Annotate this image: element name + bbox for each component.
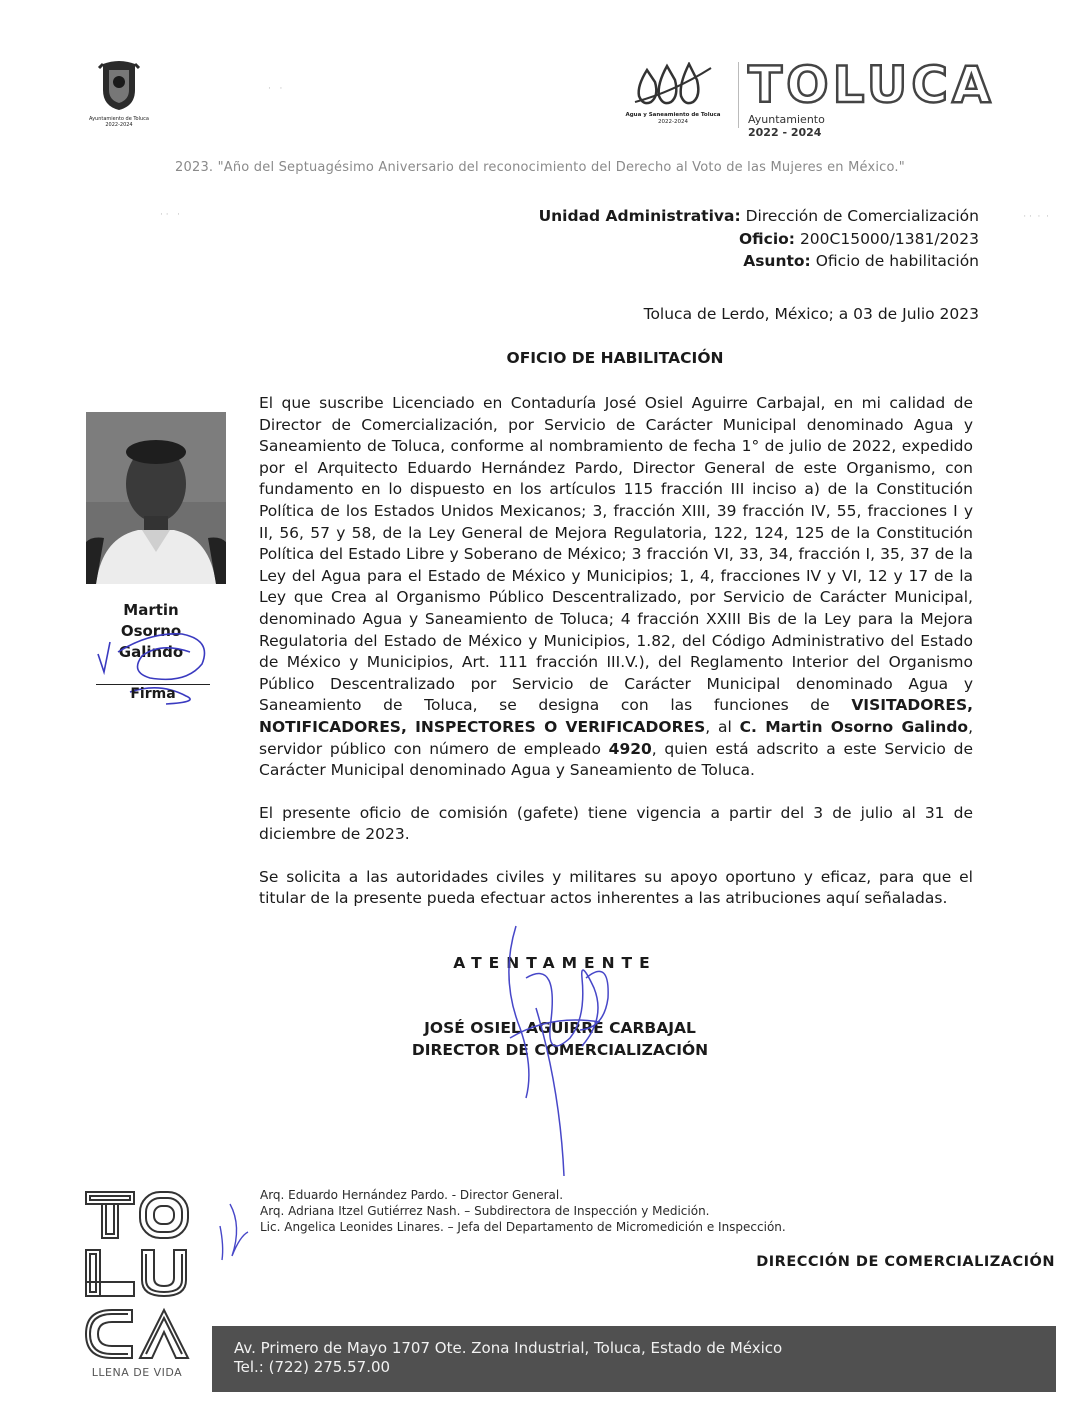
ccp-item: Lic. Angelica Leonides Linares. – Jefa del Departamento de Micromedición e Inspección. [260, 1220, 786, 1234]
signer-name: JOSÉ OSIEL AGUIRRE CARBAJAL [424, 1019, 696, 1037]
toluca-footer-logo [84, 1190, 190, 1366]
body-p1-text-b: , al [705, 717, 740, 736]
estado-logo-caption: Ayuntamiento de Toluca [89, 116, 149, 122]
oficio-row [539, 228, 979, 251]
employee-first-name: Martin [123, 601, 179, 619]
coat-of-arms-icon [97, 60, 141, 112]
body-paragraph-1 [259, 393, 973, 782]
document-title: OFICIO DE HABILITACIÓN [506, 349, 724, 367]
signer-title: DIRECTOR DE COMERCIALIZACIÓN [411, 1041, 709, 1059]
unidad-label: Unidad Administrativa: [538, 207, 741, 225]
oficio-label: Oficio: [738, 229, 795, 248]
asunto-row [539, 250, 979, 273]
scan-smudge: · · · · [1023, 212, 1049, 222]
atentamente-closing: ATENTAMENTE [453, 954, 657, 972]
ccp-item: Arq. Adriana Itzel Gutiérrez Nash. – Subdirectora de Inspección y Medición. [260, 1204, 710, 1218]
body-roles: VISITADORES, NOTIFICADORES, INSPECTORES O VERIFICADORES [259, 696, 973, 736]
unidad-row [539, 205, 979, 228]
employee-surname-2: Galindo [118, 643, 184, 661]
body-employee-number: 4920 [608, 739, 652, 758]
toluca-ayuntamiento-label: Ayuntamiento [748, 113, 825, 126]
employee-photo [86, 412, 226, 584]
footer-address-bar [212, 1326, 1056, 1392]
agua-logo-years: 2022-2024 [658, 119, 688, 125]
asunto-value: Oficio de habilitación [815, 252, 979, 270]
header-divider [738, 62, 739, 128]
portrait-icon [86, 412, 226, 584]
agua-logo-caption: Agua y Saneamiento de Toluca [625, 112, 721, 118]
scan-smudge: · · [268, 84, 283, 94]
footer-slogan: LLENA DE VIDA [91, 1366, 183, 1379]
body-paragraph-3: Se solicita a las autoridades civiles y militares su apoyo oportuno y eficaz, para que el titular de la presente pueda efectuar actos inherentes a las atribuciones aquí señaladas. [259, 867, 973, 908]
annual-slogan: 2023. "Año del Septuagésimo Aniversario del reconocimiento del Derecho al Voto de las Mujeres en México." [175, 160, 905, 175]
body-p1-text-d: , quien está adscrito a este Servicio de Carácter Municipal denominado Agua y Saneamiento de Toluca. [259, 739, 973, 780]
footer-department: DIRECCIÓN DE COMERCIALIZACIÓN [756, 1254, 1055, 1270]
toluca-ayuntamiento-logo [748, 56, 995, 139]
ccp-item: Arq. Eduardo Hernández Pardo. - Director General. [260, 1188, 564, 1202]
agua-saneamiento-logo [618, 62, 728, 126]
footer-address: Av. Primero de Mayo 1707 Ote. Zona Industrial, Toluca, Estado de México [234, 1339, 783, 1357]
water-drops-logo-icon [633, 62, 713, 108]
asunto-label: Asunto: [743, 252, 811, 270]
firma-line [96, 684, 210, 685]
unidad-value: Dirección de Comercialización [745, 207, 979, 225]
employee-surname-1: Osorno [120, 622, 182, 640]
ccp-list [260, 1187, 786, 1235]
body-p1-text-a: El que suscribe Licenciado en Contaduría José Osiel Aguirre Carbajal, en mi calidad de Director de Comercialización, por Servicio de Carácter Municipal denominado Agua y Saneamiento de Toluca, conforme al nombramiento de fecha 1° de julio de 2022, expedido por el Arquitecto Eduardo Hernández Pardo, Director General de este Organismo, con fundamento en lo dispuesto en los artículos 115 fracción III inciso a) de la Constitución Política de los Estados Unidos Mexicanos; 3, fracción XIII, 39 fracción IV, 55, fracciones I y II, 56, 57 y 58, de la Ley General de Mejora Regulatoria, 122, 124, 125 de la Constitución Política del Estado Libre y Soberano de México; 3 fracción VI, 33, 34, fracción I, 35, 37 de la Ley del Agua para el Estado de México y Municipios; 1, 4, fracciones IV y VI, 12 y 17 de la Ley que Crea al Organismo Público Descentralizado, por Servicio de Carácter Municipal, denominado Agua y Saneamiento de Toluca; 4 fracción XXIII Bis de la Ley para la Mejora Regulatoria del Estado de México y Municipios, 1.82, del Código Administrativo del Estado de México y Municipios, Art. 111 fracción III.V.), del Reglamento Interior del Organismo Público Descentralizado por Servicio de Carácter Municipal denominado Agua y Saneamiento de Toluca, se designa con las funciones de [259, 394, 973, 715]
oficio-value: 200C15000/1381/2023 [799, 229, 979, 248]
toluca-period-label: 2022 - 2024 [748, 126, 822, 139]
scan-smudge: · · · [160, 210, 181, 220]
body-person-name: C. Martin Osorno Galindo [739, 717, 969, 736]
body-p1-text-c: , servidor público con número de empleado [259, 717, 973, 758]
initials-mark [212, 1196, 252, 1266]
estado-logo-years: 2022-2024 [105, 122, 133, 128]
document-body [259, 393, 973, 931]
firma-label: Firma [130, 686, 176, 702]
footer-phone: Tel.: (722) 275.57.00 [234, 1358, 391, 1376]
toluca-stacked-logo-icon [84, 1190, 190, 1362]
dateline: Toluca de Lerdo, México; a 03 de Julio 2023 [643, 305, 979, 323]
estado-coat-of-arms-logo [84, 60, 154, 128]
director-signature [490, 918, 630, 1180]
toluca-wordmark: TOLUCA [748, 56, 995, 114]
body-paragraph-2: El presente oficio de comisión (gafete) tiene vigencia a partir del 3 de julio al 31 de diciembre de 2023. [259, 803, 973, 844]
document-meta [539, 205, 979, 273]
